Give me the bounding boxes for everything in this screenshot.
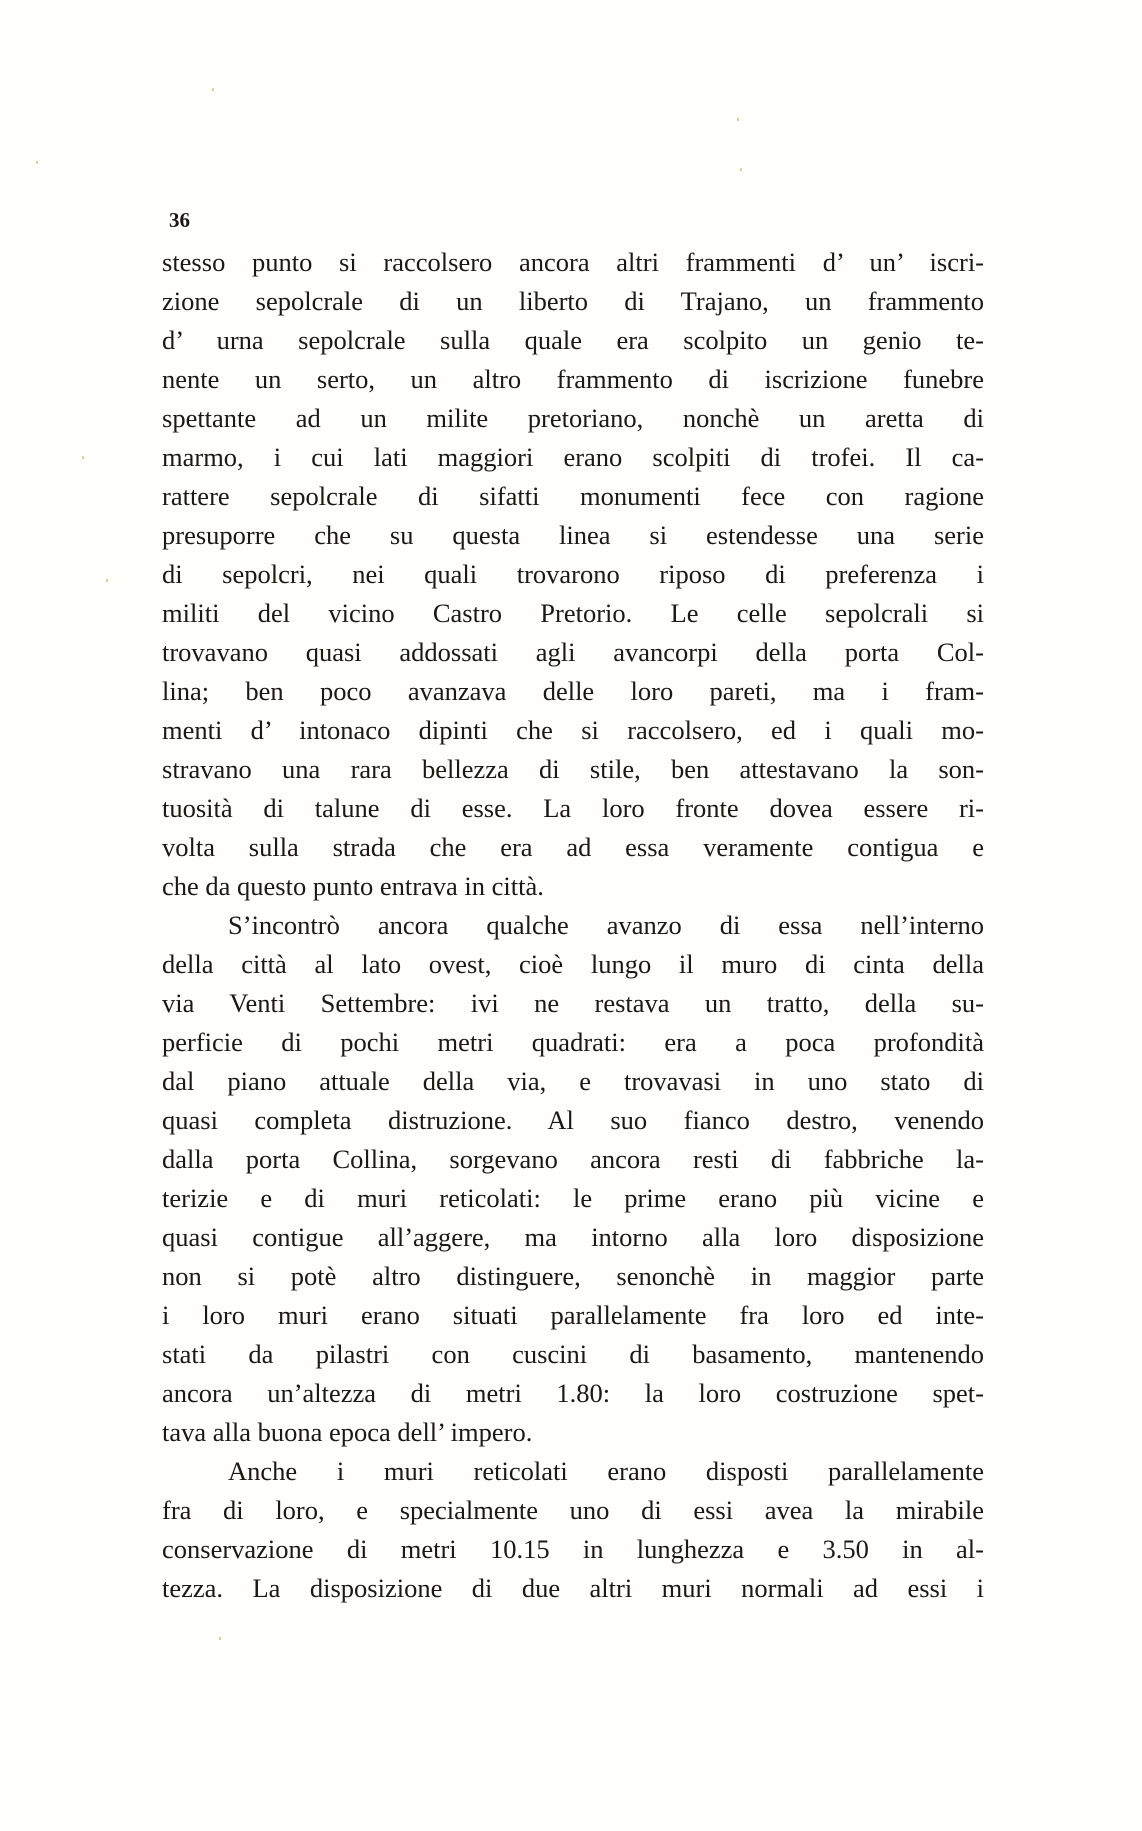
text-line: dalla porta Collina, sorgevano ancora resti di fabbriche la- <box>162 1144 984 1174</box>
text-line: fra di loro, e specialmente uno di essi avea la mirabile <box>162 1495 984 1525</box>
text-line: militi del vicino Castro Pretorio. Le celle sepolcrali si <box>162 598 984 628</box>
text-line: tava alla buona epoca dell’ impero. <box>162 1417 533 1447</box>
text-line: che da questo punto entrava in città. <box>162 871 544 901</box>
scan-speck <box>106 579 108 582</box>
scan-speck <box>737 118 739 121</box>
text-line: non si potè altro distinguere, senonchè in maggior parte <box>162 1261 984 1291</box>
text-line: via Venti Settembre: ivi ne restava un tratto, della su- <box>162 988 984 1018</box>
text-line: presuporre che su questa linea si estendesse una serie <box>162 520 984 550</box>
text-line: conservazione di metri 10.15 in lunghezza e 3.50 in al- <box>162 1534 984 1564</box>
text-line: marmo, i cui lati maggiori erano scolpiti di trofei. Il ca- <box>162 442 984 472</box>
text-line: zione sepolcrale di un liberto di Trajano, un frammento <box>162 286 984 316</box>
scan-speck <box>740 168 742 171</box>
text-line: della città al lato ovest, cioè lungo il muro di cinta della <box>162 949 984 979</box>
text-line: trovavano quasi addossati agli avancorpi della porta Col- <box>162 637 984 667</box>
text-line: i loro muri erano situati parallelamente fra loro ed inte- <box>162 1300 984 1330</box>
scan-speck <box>82 456 84 459</box>
text-line: dal piano attuale della via, e trovavasi in uno stato di <box>162 1066 984 1096</box>
text-line: stesso punto si raccolsero ancora altri frammenti d’ un’ iscri- <box>162 247 984 277</box>
paragraph-2 <box>162 906 984 1452</box>
scan-speck <box>219 1637 221 1640</box>
text-line: perficie di pochi metri quadrati: era a poca profondità <box>162 1027 984 1057</box>
text-line: nente un serto, un altro frammento di iscrizione funebre <box>162 364 984 394</box>
text-line: di sepolcri, nei quali trovarono riposo di preferenza i <box>162 559 984 589</box>
text-line: ancora un’altezza di metri 1.80: la loro costruzione spet- <box>162 1378 984 1408</box>
text-line: terizie e di muri reticolati: le prime erano più vicine e <box>162 1183 984 1213</box>
text-line: lina; ben poco avanzava delle loro pareti, ma i fram- <box>162 676 984 706</box>
text-line: quasi completa distruzione. Al suo fianco destro, venendo <box>162 1105 984 1135</box>
text-line: Anche i muri reticolati erano disposti parallelamente <box>228 1456 984 1486</box>
text-line: quasi contigue all’aggere, ma intorno alla loro disposizione <box>162 1222 984 1252</box>
body-text <box>162 243 984 1608</box>
text-line: spettante ad un milite pretoriano, nonchè un aretta di <box>162 403 984 433</box>
text-line: menti d’ intonaco dipinti che si raccolsero, ed i quali mo- <box>162 715 984 745</box>
text-line: S’incontrò ancora qualche avanzo di essa nell’interno <box>228 910 984 940</box>
text-line: tuosità di talune di esse. La loro fronte dovea essere ri- <box>162 793 984 823</box>
scan-speck <box>212 88 214 91</box>
text-line: rattere sepolcrale di sifatti monumenti fece con ragione <box>162 481 984 511</box>
page-number: 36 <box>169 208 190 232</box>
scan-speck <box>36 161 38 164</box>
text-line: tezza. La disposizione di due altri muri normali ad essi i <box>162 1573 984 1603</box>
text-line: stravano una rara bellezza di stile, ben attestavano la son- <box>162 754 984 784</box>
paragraph-1 <box>162 243 984 906</box>
text-line: volta sulla strada che era ad essa veramente contigua e <box>162 832 984 862</box>
text-line: stati da pilastri con cuscini di basamento, mantenendo <box>162 1339 984 1369</box>
paragraph-3 <box>162 1452 984 1608</box>
text-line: d’ urna sepolcrale sulla quale era scolpito un genio te- <box>162 325 984 355</box>
